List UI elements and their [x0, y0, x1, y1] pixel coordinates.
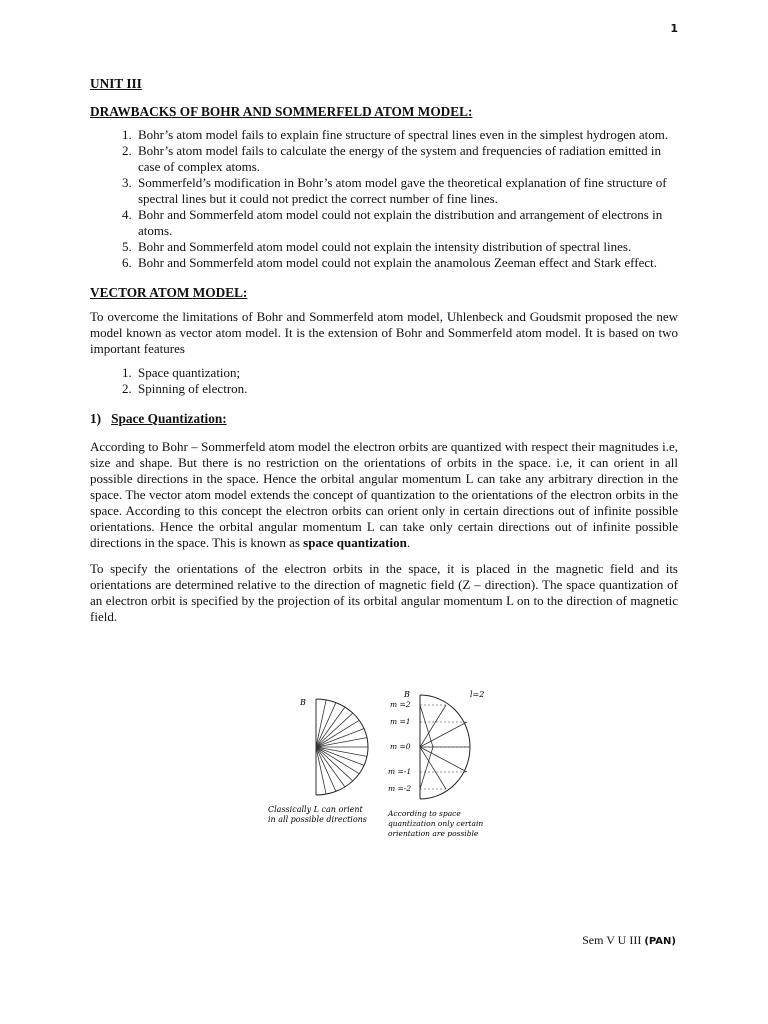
fan-line	[316, 713, 353, 747]
vector-m1	[420, 722, 467, 747]
list-item: 3. Sommerfeld’s modification in Bohr’s atom model gave the theoretical explanation of fine structure of spectral lines but it could not predict the correct number of fine lines.	[135, 175, 678, 207]
unit-title: UNIT III	[90, 76, 142, 91]
subheading-number: 1)	[90, 411, 102, 426]
space-quantization-paragraph-2: To specify the orientations of the electron orbits in the space, it is placed in the magnetic field and its orientations are determined relative to the direction of magnetic field (Z – direction). The space quantization of an electron orbit is specified by the projection of its orbital angular momentum L on to the direction of magnetic field.	[90, 561, 678, 624]
space-quantization-figure	[258, 685, 508, 845]
right-caption-line1: According to space	[388, 809, 461, 818]
space-quantization-heading	[90, 411, 678, 427]
chord-2	[420, 747, 433, 789]
paragraph-text: According to Bohr – Sommerfeld atom model the electron orbits are quantized with respect their magnitudes i.e, size and shape. But there is no restriction on the orientations of orbits in the space. i.e, it can orient in all possible directions in the space. Hence the orbital angular momentum L can take any arbitrary direction in the space. The vector atom model extends the concept of quantization to the orientations of the electron orbits in the space. According to this concept the electron orbits can orient only in certain directions out of infinite possible orientations. Hence the orbital angular momentum L can take only certain directions out of infinite possible directions in the space. This is known as	[90, 439, 678, 550]
vector-m-1	[420, 747, 467, 772]
quantized-diagram	[387, 690, 484, 838]
page-number: 1	[670, 22, 678, 35]
m-label: m =1	[390, 717, 411, 726]
list-item: 5. Bohr and Sommerfeld atom model could not explain the intensity distribution of spectral lines.	[135, 239, 678, 255]
drawbacks-heading: DRAWBACKS OF BOHR AND SOMMERFELD ATOM MODEL:	[90, 104, 473, 119]
quantized-vectors	[420, 705, 470, 789]
figure-svg	[258, 685, 508, 845]
right-caption-line2: quantization only certain	[388, 819, 484, 828]
left-caption-line1: Classically L can orient	[268, 805, 363, 814]
features-list	[90, 365, 678, 397]
m-label: m =-2	[388, 784, 412, 793]
page-footer	[582, 933, 676, 948]
paragraph-end: .	[406, 535, 411, 550]
left-caption-line2: in all possible directions	[268, 815, 367, 824]
right-l-label: l=2	[470, 690, 485, 699]
vector-model-intro: To overcome the limitations of Bohr and Sommerfeld atom model, Uhlenbeck and Goudsmit proposed the new model known as vector atom model. It is the extension of Bohr and Sommerfeld atom model. It is based on two important features	[90, 309, 678, 356]
chord-1	[420, 705, 433, 747]
m-label: m =0	[390, 742, 411, 751]
right-caption-line3: orientation are possible	[388, 829, 479, 838]
drawbacks-list	[90, 127, 678, 271]
list-item: 2. Bohr’s atom model fails to calculate the energy of the system and frequencies of radiation emitted in case of complex atoms.	[135, 143, 678, 175]
list-item: 6. Bohr and Sommerfeld atom model could not explain the anamolous Zeeman effect and Stark effect.	[135, 255, 678, 271]
document-body	[90, 68, 678, 625]
space-quantization-paragraph-1	[90, 439, 678, 551]
list-item: 1. Space quantization;	[135, 365, 678, 381]
list-item: 4. Bohr and Sommerfeld atom model could not explain the distribution and arrangement of electrons in atoms.	[135, 207, 678, 239]
footer-text: Sem V U III	[582, 933, 642, 947]
m-label: m =-1	[388, 767, 412, 776]
classical-diagram	[268, 698, 368, 824]
term-space-quantization: space quantization	[303, 535, 407, 550]
fan-line	[316, 747, 353, 781]
right-B-label: B	[404, 690, 410, 699]
list-item: 2. Spinning of electron.	[135, 381, 678, 397]
list-item: 1. Bohr’s atom model fails to explain fine structure of spectral lines even in the simplest hydrogen atom.	[135, 127, 678, 143]
left-B-label: B	[300, 698, 306, 707]
subheading-text: Space Quantization:	[111, 411, 227, 426]
m-label: m =2	[390, 700, 411, 709]
orientation-fan	[316, 699, 368, 795]
vector-atom-model-heading: VECTOR ATOM MODEL:	[90, 285, 248, 300]
vector-m2	[420, 705, 446, 747]
vector-m-2	[420, 747, 446, 789]
footer-tag: (PAN)	[644, 936, 676, 947]
